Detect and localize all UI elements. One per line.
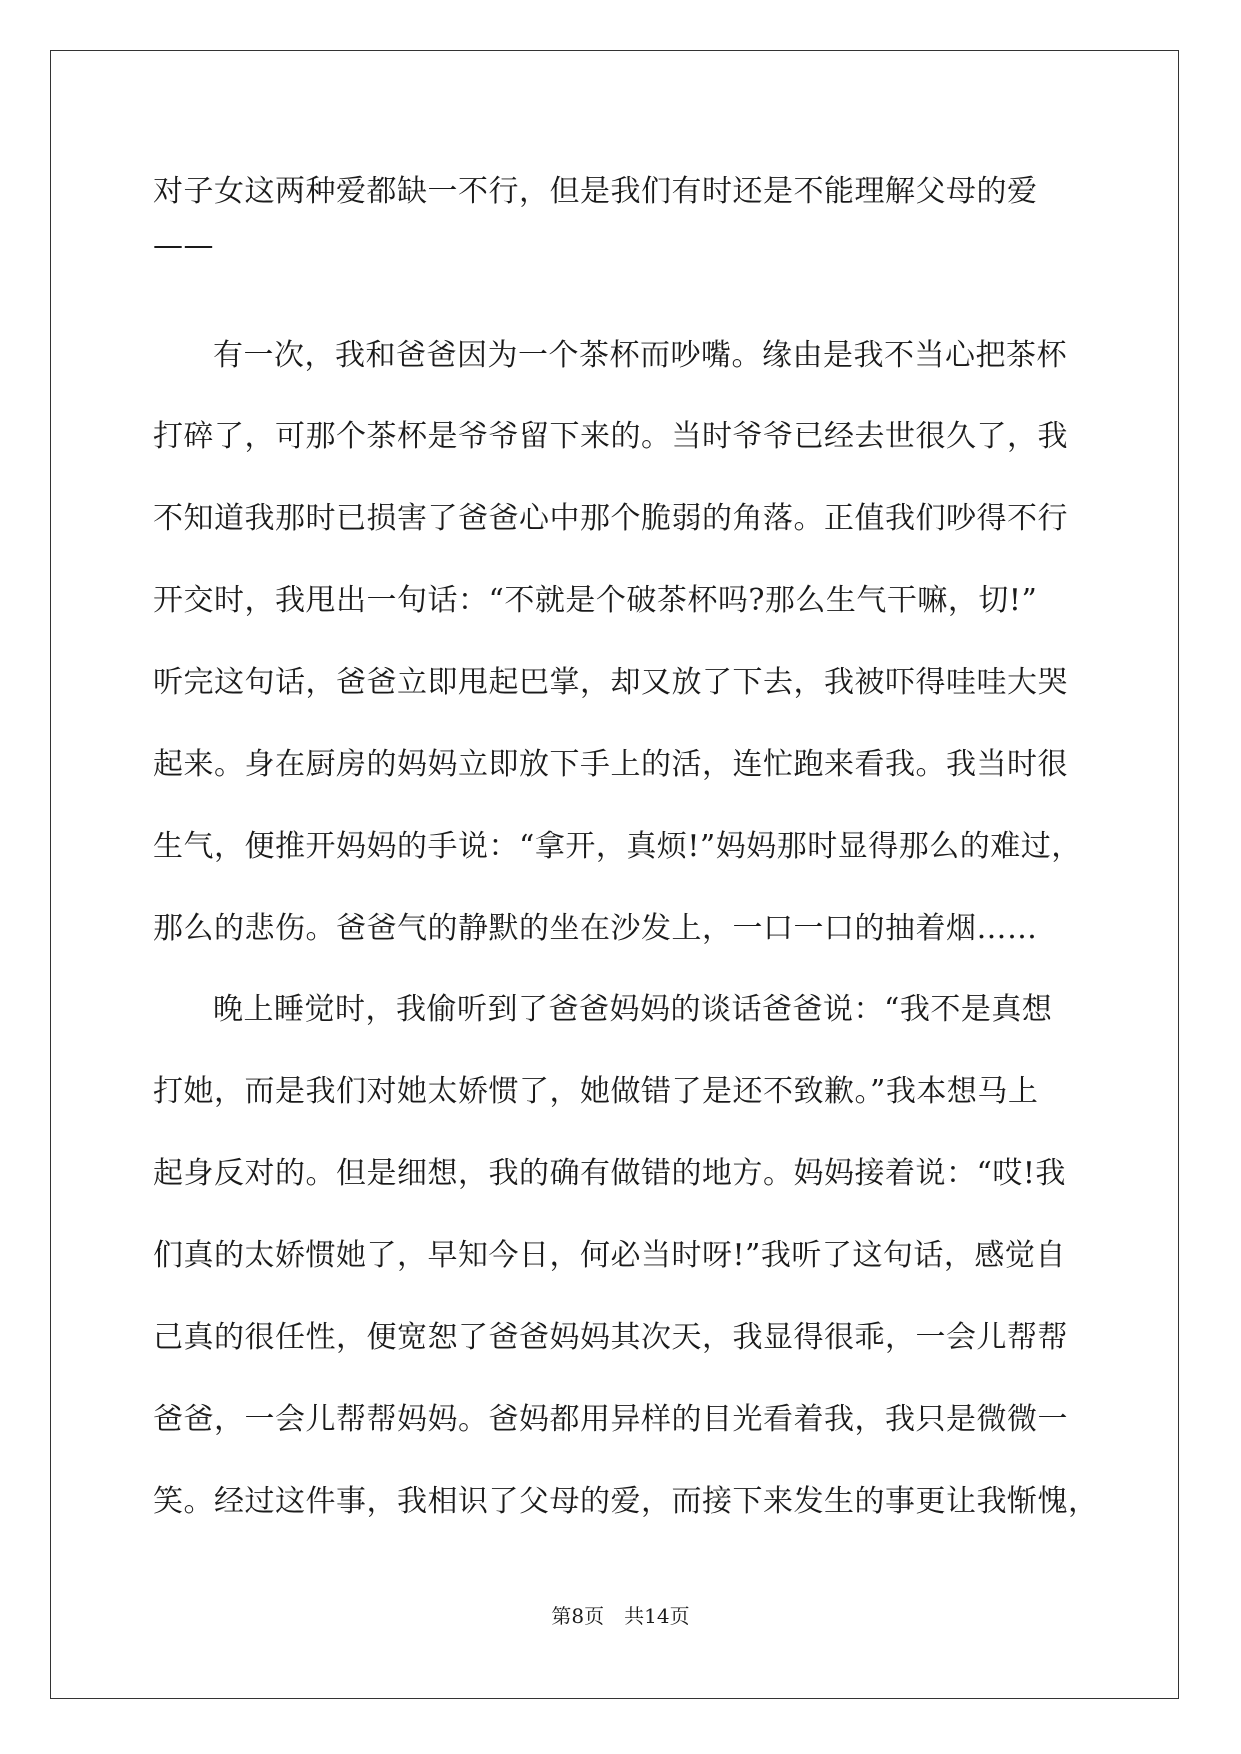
- text-line: 己真的很任性，便宽恕了爸爸妈妈其次天，我显得很乖，一会儿帮帮: [153, 1320, 1068, 1355]
- page-border: [50, 50, 1179, 1699]
- text-line: 打她，而是我们对她太娇惯了，她做错了是还不致歉。”我本想马上: [153, 1074, 1039, 1109]
- text-line: 对子女这两种爱都缺一不行，但是我们有时还是不能理解父母的爱: [153, 174, 1038, 209]
- text-line: 起身反对的。但是细想，我的确有做错的地方。妈妈接着说：“哎!我: [153, 1156, 1066, 1191]
- text-line: 开交时，我甩出一句话：“不就是个破茶杯吗?那么生气干嘛，切!”: [153, 583, 1038, 618]
- page-number: 第8页 共14页: [551, 1604, 690, 1628]
- text-line: 笑。经过这件事，我相识了父母的爱，而接下来发生的事更让我惭愧，: [153, 1484, 1099, 1519]
- text-line: 生气，便推开妈妈的手说：“拿开，真烦!”妈妈那时显得那么的难过，: [153, 829, 1082, 864]
- text-line: 打碎了，可那个茶杯是爷爷留下来的。当时爷爷已经去世很久了，我: [153, 419, 1068, 454]
- text-line: 起来。身在厨房的妈妈立即放下手上的活，连忙跑来看我。我当时很: [153, 747, 1068, 782]
- text-line: 听完这句话，爸爸立即甩起巴掌，却又放了下去，我被吓得哇哇大哭: [153, 665, 1068, 700]
- paragraph-start-line: 有一次，我和爸爸因为一个茶杯而吵嘴。缘由是我不当心把茶杯: [213, 338, 1067, 373]
- text-line: 不知道我那时已损害了爸爸心中那个脆弱的角落。正值我们吵得不行: [153, 501, 1068, 536]
- paragraph-start-line: 晚上睡觉时，我偷听到了爸爸妈妈的谈话爸爸说：“我不是真想: [213, 992, 1053, 1027]
- text-line: 爸爸，一会儿帮帮妈妈。爸妈都用异样的目光看着我，我只是微微一: [153, 1402, 1068, 1437]
- text-line: ——: [153, 228, 214, 263]
- text-line: 那么的悲伤。爸爸气的静默的坐在沙发上，一口一口的抽着烟……: [153, 911, 1038, 946]
- text-line: 们真的太娇惯她了，早知今日，何必当时呀!”我听了这句话，感觉自: [153, 1238, 1066, 1273]
